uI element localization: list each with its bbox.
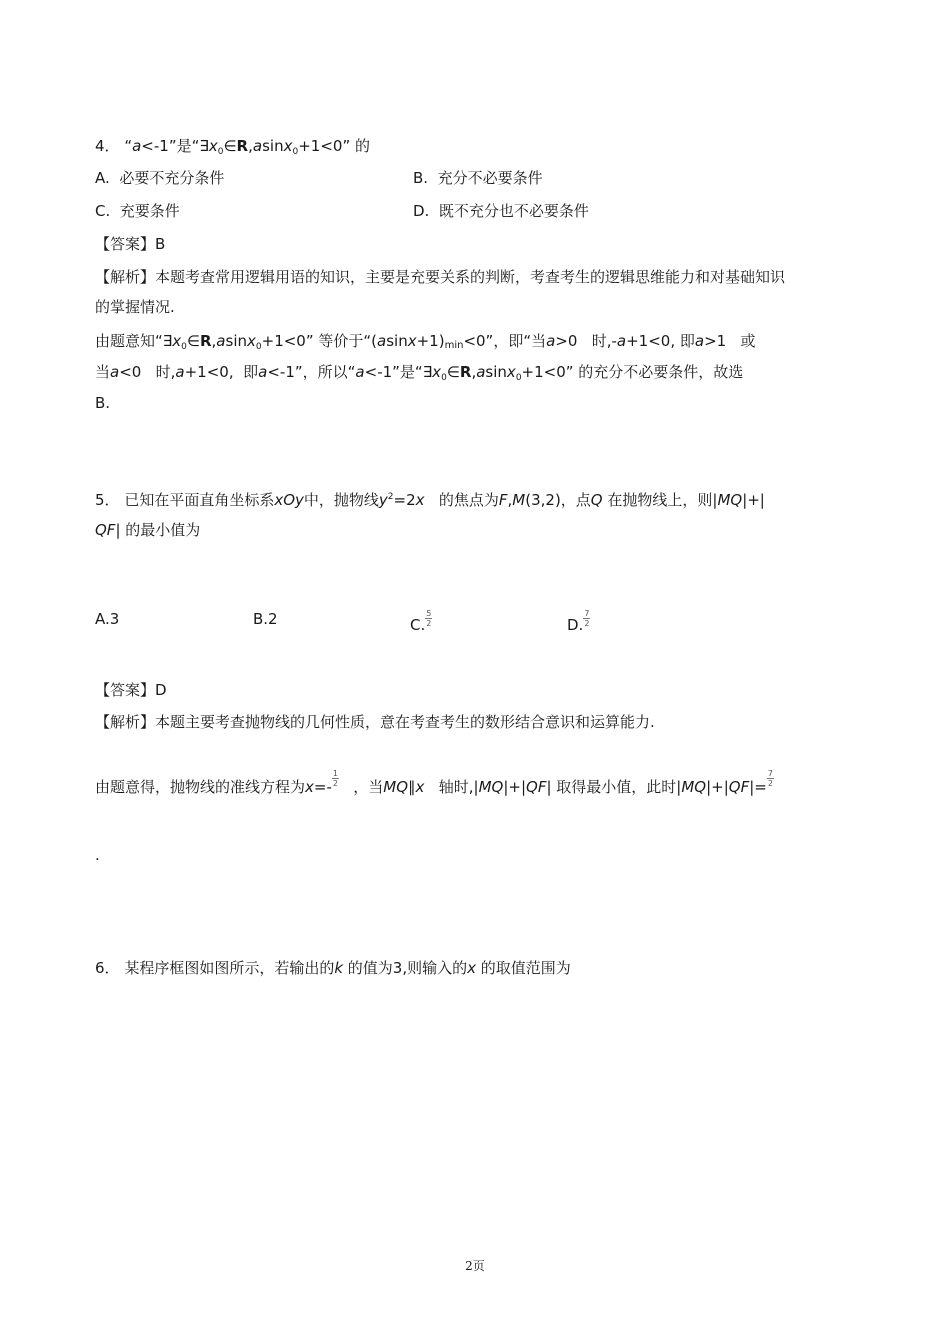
q4-analysis-end: B.	[95, 394, 111, 412]
q4-option-a: A. 必要不充分条件	[95, 169, 225, 187]
q5-option-b: B.2	[253, 610, 278, 628]
q6-stem: 6． 某程序框图如图所示，若输出的k 的值为3,则输入的x 的取值范围为	[95, 959, 571, 977]
q4-stem: 4． “a<-1”是“$\exists x_0\in R,asinx_0+1<0$” 的	[95, 137, 370, 157]
q4-analysis-line1: 【解析】本题考查常用逻辑用语的知识，主要是充要关系的判断，考查考生的逻辑思维能力和对基础知识	[95, 268, 786, 286]
q5-stem-line2: QF| 的最小值为	[95, 521, 201, 539]
q4-analysis-line4: 当a<0 时,a+1<0, 即a<-1”，所以“a<-1”是“$\exists x_0\in R,asinx_0+1<0$” 的充分不必要条件，故选	[95, 363, 744, 383]
page-number: 2页	[465, 1259, 485, 1273]
q4-option-c: C. 充要条件	[95, 202, 180, 220]
q5-analysis-line1: 【解析】本题主要考查抛物线的几何性质，意在考查考生的数形结合意识和运算能力.	[95, 713, 655, 731]
q5-analysis-line2: 由题意得，抛物线的准线方程为x=- $\frac{1}{2}$ ，当MQ∥x 轴时,|MQ|+|QF| 取得最小值，此时|MQ|+|QF|= $\frac{7}{2}$	[95, 769, 773, 796]
q4-analysis-line2: 的掌握情况.	[95, 298, 175, 316]
q4-answer: 【答案】B	[95, 235, 166, 253]
q5-analysis-end: .	[95, 846, 100, 864]
q5-option-a: A.3	[95, 610, 120, 628]
q4-number: 4．	[95, 137, 120, 155]
q5-option-d: D. $\frac{7}{2}$	[567, 609, 590, 634]
q4-analysis-line3: 由题意知“$\exists x_0\in R,asinx_0+1<0$” 等价于“(asinx+1)min<0”，即“当a>0 时,-a+1<0, 即a>1 或	[95, 332, 756, 352]
q5-stem-line1: 5． 已知在平面直角坐标系xOy中，抛物线$y^2=2x$ 的焦点为F,M(3,2)，点Q 在抛物线上，则|MQ|+|	[95, 491, 765, 509]
q5-answer: 【答案】D	[95, 681, 167, 699]
q6-number: 6．	[95, 959, 120, 977]
q4-option-b: B. 充分不必要条件	[413, 169, 543, 187]
q5-option-c: C. $\frac{5}{2}$	[410, 609, 432, 634]
q5-number: 5．	[95, 491, 120, 509]
q4-option-d: D. 既不充分也不必要条件	[413, 202, 589, 220]
